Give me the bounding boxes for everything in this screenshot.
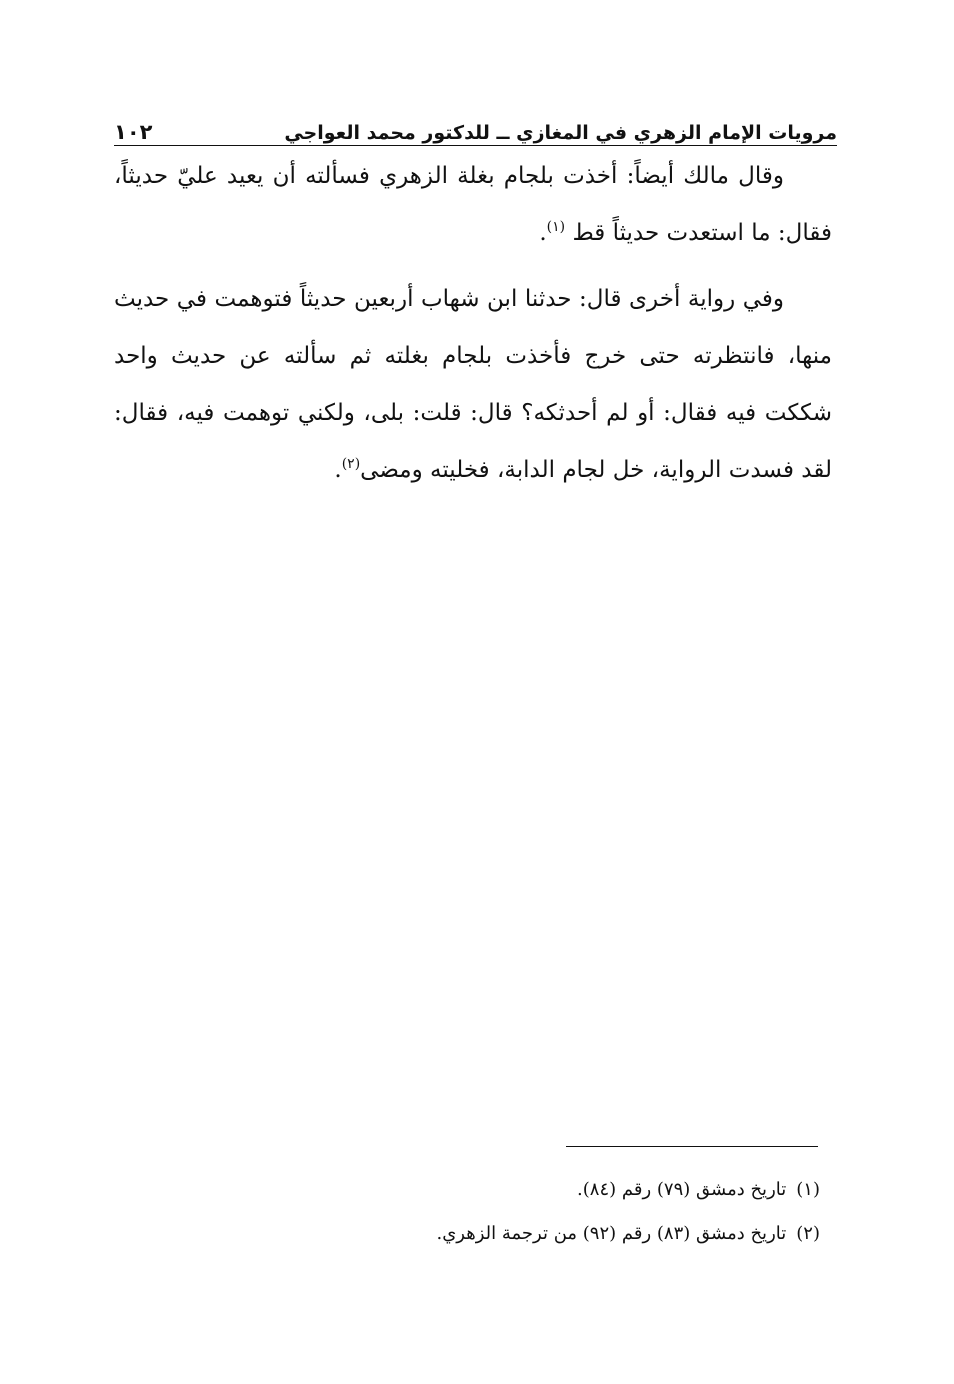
footnote-rule [566,1146,818,1147]
footnotes [300,1168,820,1256]
running-title: مرويات الإمام الزهري في المغازي ــ للدكتور محمد العواجي [284,122,837,144]
footnote-reference: (٢) [341,456,361,472]
paragraph-text: وفي رواية أخرى قال: حدثنا ابن شهاب أربعين حديثاً فتوهمت في حديث منها، فانتظرته حتى خرج فأخذت بلجام بغلته ثم سألته عن حديث واحد شككت فيه فقال: أو لم أحدثكه؟ قال: قلت: بلى، ولكني توهمت فيه، فقال: لقد فسدت الرواية، خل لجام الدابة، فخليته ومضى [114,286,832,483]
footnote-number: (٢) [796,1223,820,1244]
body-text [114,148,832,499]
paragraph [114,148,832,262]
page-number: ١٠٢ [114,120,153,144]
footnote-text: تاريخ دمشق (٨٣) رقم (٩٢) من ترجمة الزهري. [436,1223,787,1244]
paragraph-end: . [334,457,342,483]
paragraph-end: . [539,220,547,246]
footnote-text: تاريخ دمشق (٧٩) رقم (٨٤). [577,1179,787,1200]
footnote [300,1168,820,1212]
paragraph [114,271,832,499]
header-rule [114,145,837,146]
paragraph-text: وقال مالك أيضاً: أخذت بلجام بغلة الزهري فسألته أن يعيد عليّ حديثاً، فقال: ما استعدت حديثاً قط [114,163,832,246]
running-header [114,108,837,144]
footnote-number: (١) [796,1179,820,1200]
footnote [300,1212,820,1256]
footnote-reference: (١) [546,219,566,235]
